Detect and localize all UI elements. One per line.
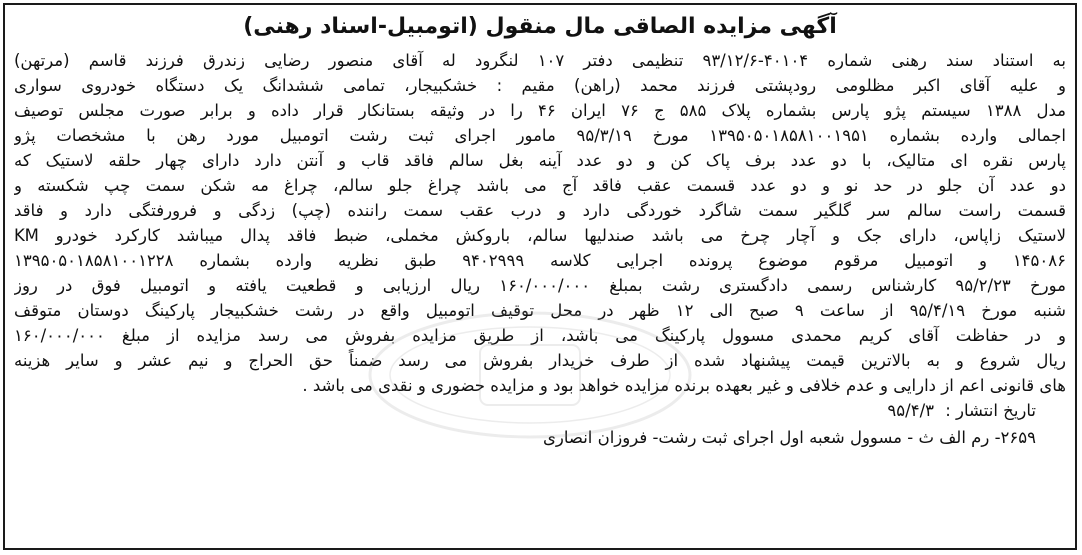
signature-line: ۲۶۵۹- رم الف ث - مسوول شعبه اول اجرای ثبت رشت- فروزان انصاری	[542, 428, 1036, 447]
body-line: و علیه آقای اکبر مظلومی رودپشتی فرزند محمد (راهن) مقیم : خشکبیجار، تمامی ششدانگ یک دستگاه خودروی سواری	[14, 76, 1066, 95]
body-line: مورخ ۹۵/۲/۲۳ کارشناس رسمی دادگستری رشت بمبلغ ۱۶۰/۰۰۰/۰۰۰ ریال ارزیابی و قطعیت یافته و اتومبیل فوق در روز	[14, 276, 1066, 295]
body-line: اجمالی وارده بشماره ۱۳۹۵۰۵۰۱۸۵۸۱۰۰۱۹۵۱ مورخ ۹۵/۳/۱۹ مامور اجرای ثبت رشت اتومبیل مورد رهن با مشخصات پژو	[14, 126, 1066, 145]
body-line: و در حفاظت آقای کریم محمدی مسوول پارکینگ می باشد، از طریق مزایده بفروش می رسد مزایده از مبلغ ۱۶۰/۰۰۰/۰۰۰	[14, 326, 1066, 345]
body-line: شنبه مورخ ۹۵/۴/۱۹ از ساعت ۹ صبح الی ۱۲ ظهر در محل توقیف اتومبیل واقع در رشت خشکبیجار پارکینگ دوستان متوقف	[14, 301, 1066, 320]
watermark-seal-icon	[360, 300, 700, 450]
body-line: لاستیک زاپاس، دارای جک و آچار چرخ می باشد صندلیها سالم، باروکش مخملی، ضبط فاقد پدال میباشد کارکرد خودرو KM	[14, 226, 1066, 245]
publish-date-label: تاریخ انتشار :	[945, 401, 1036, 420]
body-line: ۱۴۵۰۸۶ و اتومبیل مرقوم موضوع پرونده اجرایی کلاسه ۹۴۰۲۹۹۹ طبق نظریه وارده بشماره ۱۳۹۵۰۵۰۱۸۵۸۱۰۰۱۲۲۸	[14, 251, 1066, 270]
body-line: های قانونی اعم از دارایی و عدم خلافی و غیر بعهده برنده مزایده خواهد بود و مزایده حضوری و نقدی می باشد .	[302, 376, 1066, 395]
notice-title: آگهی مزایده الصاقی مال منقول (اتومبیل-اسناد رهنی)	[243, 14, 837, 39]
body-line: مدل ۱۳۸۸ سیستم پژو پارس بشماره پلاک ۵۸۵ ج ۷۶ ایران ۴۶ را در وثیقه بستانکار قرار داده و برابر صورت مجلس توصیف	[14, 101, 1066, 120]
body-line: دو عدد آن جلو در حد نو و دو عدد قسمت عقب فاقد آج می باشد چراغ جلو سالم، چراغ مه شکن سمت چپ شکسته و	[14, 176, 1066, 195]
body-line: به استناد سند رهنی شماره ۴۰۱۰۴-۹۳/۱۲/۶ تنظیمی دفتر ۱۰۷ لنگرود له آقای منصور رضایی زندرق فرزند قاسم (مرتهن)	[14, 51, 1066, 70]
publish-date: ۹۵/۴/۳	[887, 401, 934, 420]
body-line: پارس نقره ای متالیک، با دو عدد برف پاک کن و دو عدد آینه بغل سالم فاقد قاب و آنتن دارد دارای چهار حلقه لاستیک که	[14, 151, 1066, 170]
body-line: قسمت راست سالم سر گلگیر سمت شاگرد خوردگی دارد و درب عقب سمت راننده (چپ) زدگی و فرورفتگی دارد و فاقد	[14, 201, 1066, 220]
body-line: ریال شروع و به بالاترین قیمت پیشنهاد شده از طرف خریدار بفروش می رسد ضمناً حق الحراج و نیم عشر و سایر هزینه	[14, 351, 1066, 370]
